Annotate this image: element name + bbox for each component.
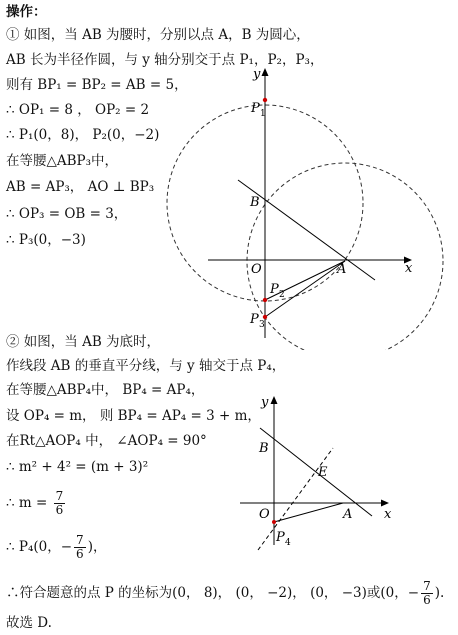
y-axis-label: y	[253, 67, 261, 82]
point-p2-sub: 2	[279, 290, 285, 300]
text-line: 在等腰△ABP₃中，	[6, 153, 119, 169]
text-line: ② 如图，当 AB 为底时，	[6, 334, 161, 350]
p4-coordinate-line	[6, 534, 106, 561]
origin-label: O	[251, 262, 262, 277]
point-p3-label: P	[250, 312, 259, 327]
m-fraction	[54, 490, 66, 517]
point-e-label: E	[318, 465, 328, 480]
p4-fraction-denominator: 6	[76, 547, 84, 561]
point-a-label: A	[337, 262, 347, 277]
y-axis-arrow-icon	[271, 396, 278, 404]
point-p2-label: P	[270, 282, 279, 297]
y-axis-label: y	[261, 395, 269, 410]
conclusion-prefix: ∴符合题意的点 P 的坐标为(0， 8)， (0， −2)， (0， −3)或(0，−	[6, 585, 420, 601]
point-p1-sub: 1	[260, 109, 266, 119]
point-p4	[272, 520, 276, 524]
conclusion-fraction-numerator: 7	[423, 579, 431, 593]
text-line: 在Rt△AOP₄ 中， ∠AOP₄ = 90°	[6, 433, 207, 449]
p4-prefix: ∴ P₄(0，−	[6, 539, 73, 555]
y-axis-arrow-icon	[262, 68, 269, 76]
text-line: 设 OP₄ = m， 则 BP₄ = AP₄ = 3 + m，	[6, 408, 261, 424]
point-p3	[263, 315, 267, 319]
m-fraction-numerator: 7	[55, 489, 64, 503]
figure-1-diagram	[150, 60, 458, 350]
origin-label: O	[259, 507, 270, 522]
point-p3-sub: 3	[259, 320, 265, 330]
answer-line: 故选 D.	[6, 615, 52, 631]
point-b-label: B	[250, 195, 260, 210]
x-axis-arrow-icon	[381, 500, 389, 507]
text-line: AB 长为半径作圆，与 y 轴分别交于点 P₁，P₂，P₃，	[6, 52, 324, 68]
text-line: ∴ P₁(0，8)， P₂(0，−2)	[6, 127, 160, 143]
segment-a-p4	[274, 503, 343, 522]
point-b-label: B	[259, 441, 269, 456]
point-p2	[263, 298, 267, 302]
conclusion-suffix: ).	[434, 585, 445, 601]
point-p4-label: P	[276, 530, 285, 545]
x-axis-label: x	[384, 507, 392, 522]
m-fraction-denominator: 6	[55, 503, 64, 517]
perpendicular-bisector	[258, 448, 333, 550]
point-p4-sub: 4	[285, 538, 291, 548]
text-line: ∴ m² + 4² = (m + 3)²	[6, 459, 149, 475]
p4-fraction	[74, 534, 86, 561]
conclusion-fraction	[421, 580, 433, 607]
figure-2-diagram	[235, 390, 435, 555]
p4-fraction-numerator: 7	[76, 533, 84, 547]
text-line: 作线段 AB 的垂直平分线，与 y 轴交于点 P₄，	[6, 358, 286, 374]
x-axis-label: x	[405, 261, 413, 276]
text-line: ∴ P₃(0，−3)	[6, 232, 86, 248]
p4-suffix: )，	[87, 539, 107, 555]
point-p1-label: P	[251, 101, 260, 116]
circle-centered-a	[247, 163, 443, 350]
m-solution-line	[6, 490, 67, 517]
point-p1	[263, 98, 267, 102]
text-line: ∴ OP₃ = OB = 3，	[6, 206, 128, 222]
conclusion-fraction-denominator: 6	[423, 593, 431, 607]
text-line: ∴ OP₁ = 8 ， OP₂ = 2	[6, 102, 150, 118]
point-a-label: A	[343, 507, 353, 522]
conclusion-line	[6, 580, 444, 607]
text-line: 则有 BP₁ = BP₂ = AB = 5，	[6, 77, 188, 93]
section-title: 操作：	[6, 4, 47, 20]
text-line: AB = AP₃， AO ⊥ BP₃	[6, 179, 155, 195]
m-prefix: ∴ m =	[6, 495, 52, 511]
text-line: 在等腰△ABP₄中， BP₄ = AP₄，	[6, 382, 205, 398]
text-line: ① 如图，当 AB 为腰时，分别以点 A，B 为圆心，	[6, 27, 310, 43]
